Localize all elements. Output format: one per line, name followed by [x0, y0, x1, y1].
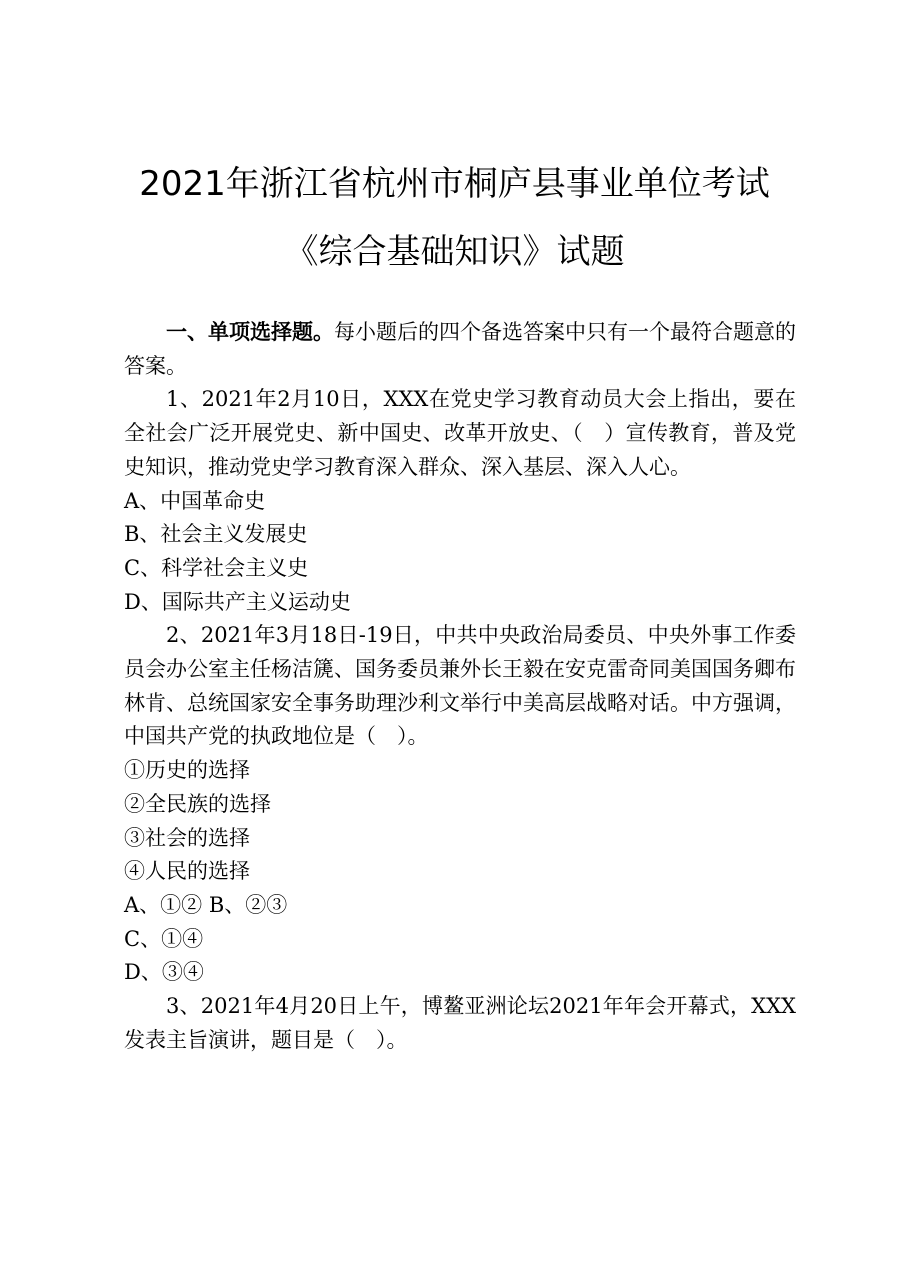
- document-title-line-1: 2021年浙江省杭州市桐庐县事业单位考试: [139, 164, 770, 204]
- question-2-stem: 2、2021年3月18日-19日，中共中央政治局委员、中央外事工作委员会办公室主任杨洁篪、国务委员兼外长王毅在安克雷奇同美国国务卿布林肯、总统国家安全事务助理沙利文举行中美高层战略对话。中方强调，中国共产党的执政地位是（ ）。: [124, 623, 796, 749]
- question-2-option-d: D、③④: [124, 960, 204, 985]
- question-1-option-c: C、科学社会主义史: [124, 555, 309, 580]
- question-2-option-c: C、①④: [124, 926, 204, 951]
- question-1-stem: 1、2021年2月10日，XXX在党史学习教育动员大会上指出，要在全社会广泛开展党史、新中国史、改革开放史、（ ）宣传教育，普及党史知识，推动党史学习教育深入群众、深入基层、深入人心。: [124, 387, 796, 479]
- section-intro: [124, 316, 796, 383]
- question-2-item-3: ③社会的选择: [124, 825, 250, 850]
- section-heading: 一、单项选择题。: [166, 320, 334, 344]
- document-body: [124, 316, 796, 1057]
- question-2-option-ab: A、①② B、②③: [124, 892, 288, 917]
- section-instruction: 每小题后的四个备选答案中只有一个最符合题意的答案。: [124, 320, 796, 378]
- document-title-line-2: 《综合基础知识》试题: [284, 232, 625, 272]
- question-3-stem: 3、2021年4月20日上午，博鳌亚洲论坛2021年年会开幕式，XXX发表主旨演讲，题目是（ ）。: [124, 994, 796, 1052]
- question-2-item-4: ④人民的选择: [124, 859, 250, 884]
- question-2-item-2: ②全民族的选择: [124, 791, 271, 816]
- question-1-option-d: D、国际共产主义运动史: [124, 589, 351, 614]
- question-2-item-1: ①历史的选择: [124, 758, 250, 783]
- question-1-option-b: B、社会主义发展史: [124, 522, 308, 547]
- question-1-option-a: A、中国革命史: [124, 488, 266, 513]
